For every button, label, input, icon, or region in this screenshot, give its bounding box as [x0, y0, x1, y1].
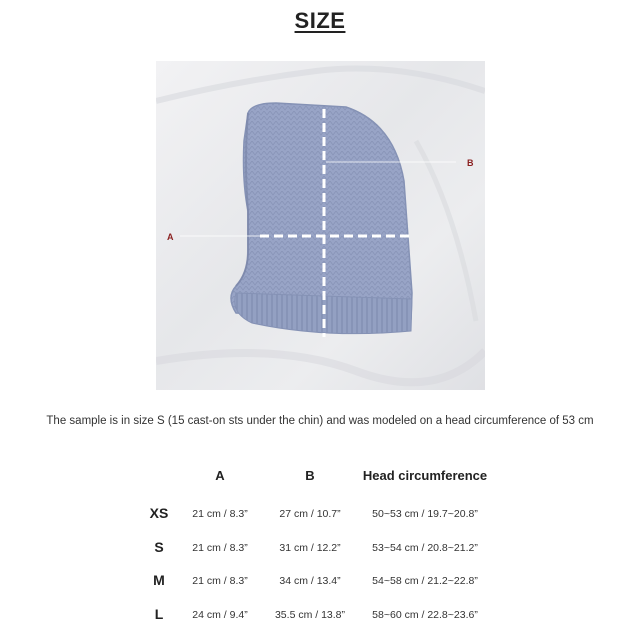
cell-head: 58~60 cm / 22.8~23.6” — [372, 609, 478, 621]
cell-a: 21 cm / 8.3” — [192, 542, 248, 554]
cell-b: 31 cm / 12.2” — [279, 542, 341, 554]
marker-b: B — [467, 158, 474, 168]
table-row — [130, 606, 520, 626]
cell-a: 24 cm / 9.4” — [192, 609, 248, 621]
cell-a: 21 cm / 8.3” — [192, 575, 248, 587]
balaclava-illustration — [156, 61, 485, 390]
marker-a: A — [167, 232, 174, 242]
cell-head: 50~53 cm / 19.7~20.8” — [372, 508, 478, 520]
header-a: A — [215, 468, 225, 483]
table-row — [130, 505, 520, 525]
cell-a: 21 cm / 8.3” — [192, 508, 248, 520]
balaclava-photo — [156, 61, 485, 390]
table-row — [130, 539, 520, 559]
cell-b: 34 cm / 13.4” — [279, 575, 341, 587]
page-title: SIZE — [294, 8, 346, 33]
size-label: M — [153, 572, 165, 588]
header-b: B — [305, 468, 315, 483]
cell-head: 53~54 cm / 20.8~21.2” — [372, 542, 478, 554]
sample-caption: The sample is in size S (15 cast-on sts under the chin) and was modeled on a head circumference of 53 cm — [46, 415, 594, 427]
cell-b: 27 cm / 10.7” — [279, 508, 341, 520]
cell-b: 35.5 cm / 13.8” — [274, 609, 346, 621]
size-label: L — [154, 606, 164, 622]
size-label: XS — [149, 505, 169, 521]
cell-head: 54~58 cm / 21.2~22.8” — [372, 575, 478, 587]
header-head-circumference: Head circumference — [362, 468, 488, 483]
balaclava-body — [231, 103, 412, 319]
table-row — [130, 572, 520, 592]
size-label: S — [154, 539, 164, 555]
